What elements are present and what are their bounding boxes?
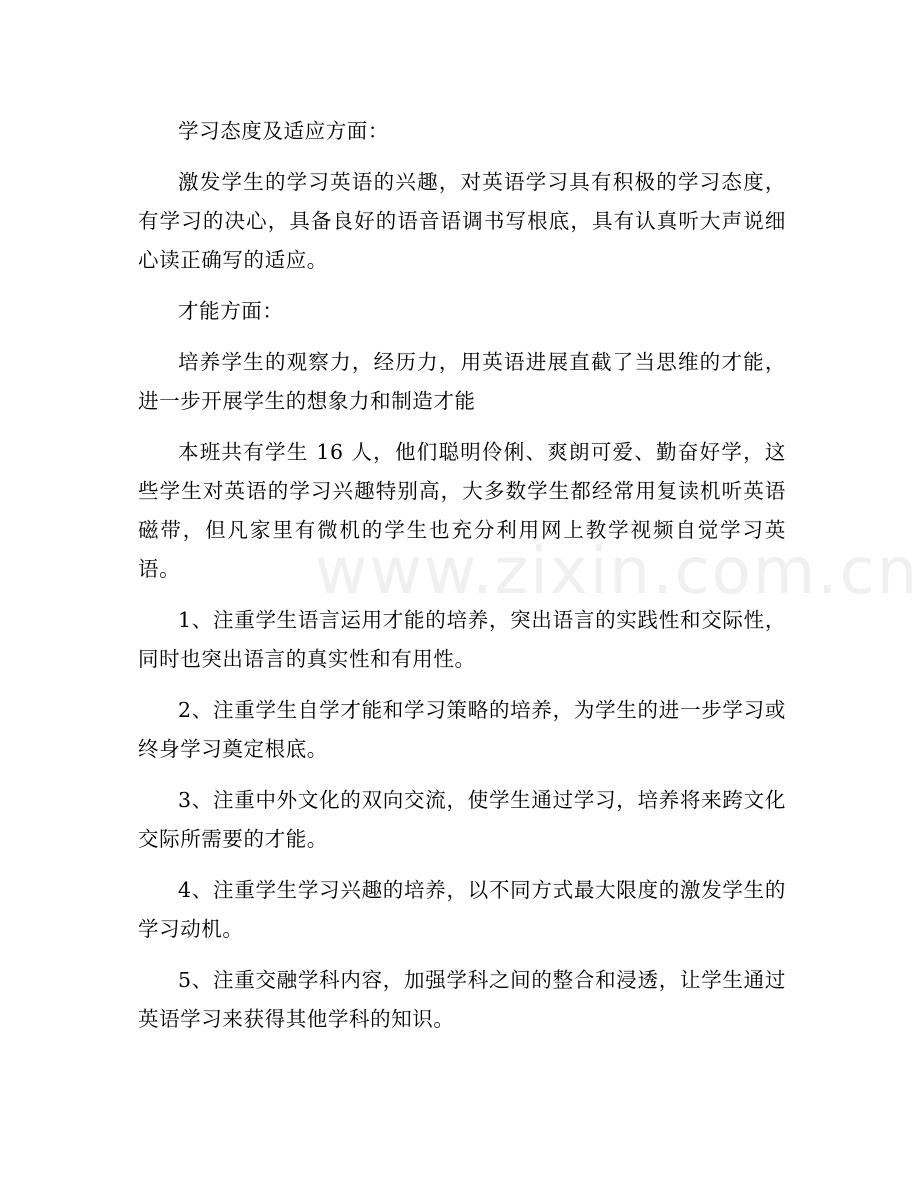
heading-ability: 才能方面： [178,299,284,323]
list-item-1: 1、注重学生语言运用才能的培养，突出语言的实践性和交际性，同时也突出语言的真实性和有用性。 [138,608,786,671]
watermark: www.zixin.com.cn [315,535,920,609]
list-item-3: 3、注重中外文化的双向交流，使学生通过学习，培养将来跨文化交际所需要的才能。 [138,788,786,851]
paragraph-class-overview: 本班共有学生 16 人，他们聪明伶俐、爽朗可爱、勤奋好学，这些学生对英语的学习兴趣特别高，大多数学生都经常用复读机听英语磁带，但凡家里有微机的学生也充分利用网上教学视频自觉学习英语。 [138,440,786,581]
list-item-4: 4、注重学生学习兴趣的培养，以不同方式最大限度的激发学生的学习动机。 [138,878,786,941]
paragraph-ability: 培养学生的观察力，经历力，用英语进展直截了当思维的才能，进一步开展学生的想象力和制造才能 [138,350,786,413]
list-item-5: 5、注重交融学科内容，加强学科之间的整合和浸透，让学生通过英语学习来获得其他学科的知识。 [138,968,786,1031]
heading-attitude: 学习态度及适应方面： [178,119,389,143]
document-body [138,112,786,1039]
list-item-2: 2、注重学生自学才能和学习策略的培养，为学生的进一步学习或终身学习奠定根底。 [138,698,786,761]
paragraph-attitude: 激发学生的学习英语的兴趣，对英语学习具有积极的学习态度，有学习的决心，具备良好的语音语调书写根底，具有认真听大声说细心读正确写的适应。 [138,170,786,272]
